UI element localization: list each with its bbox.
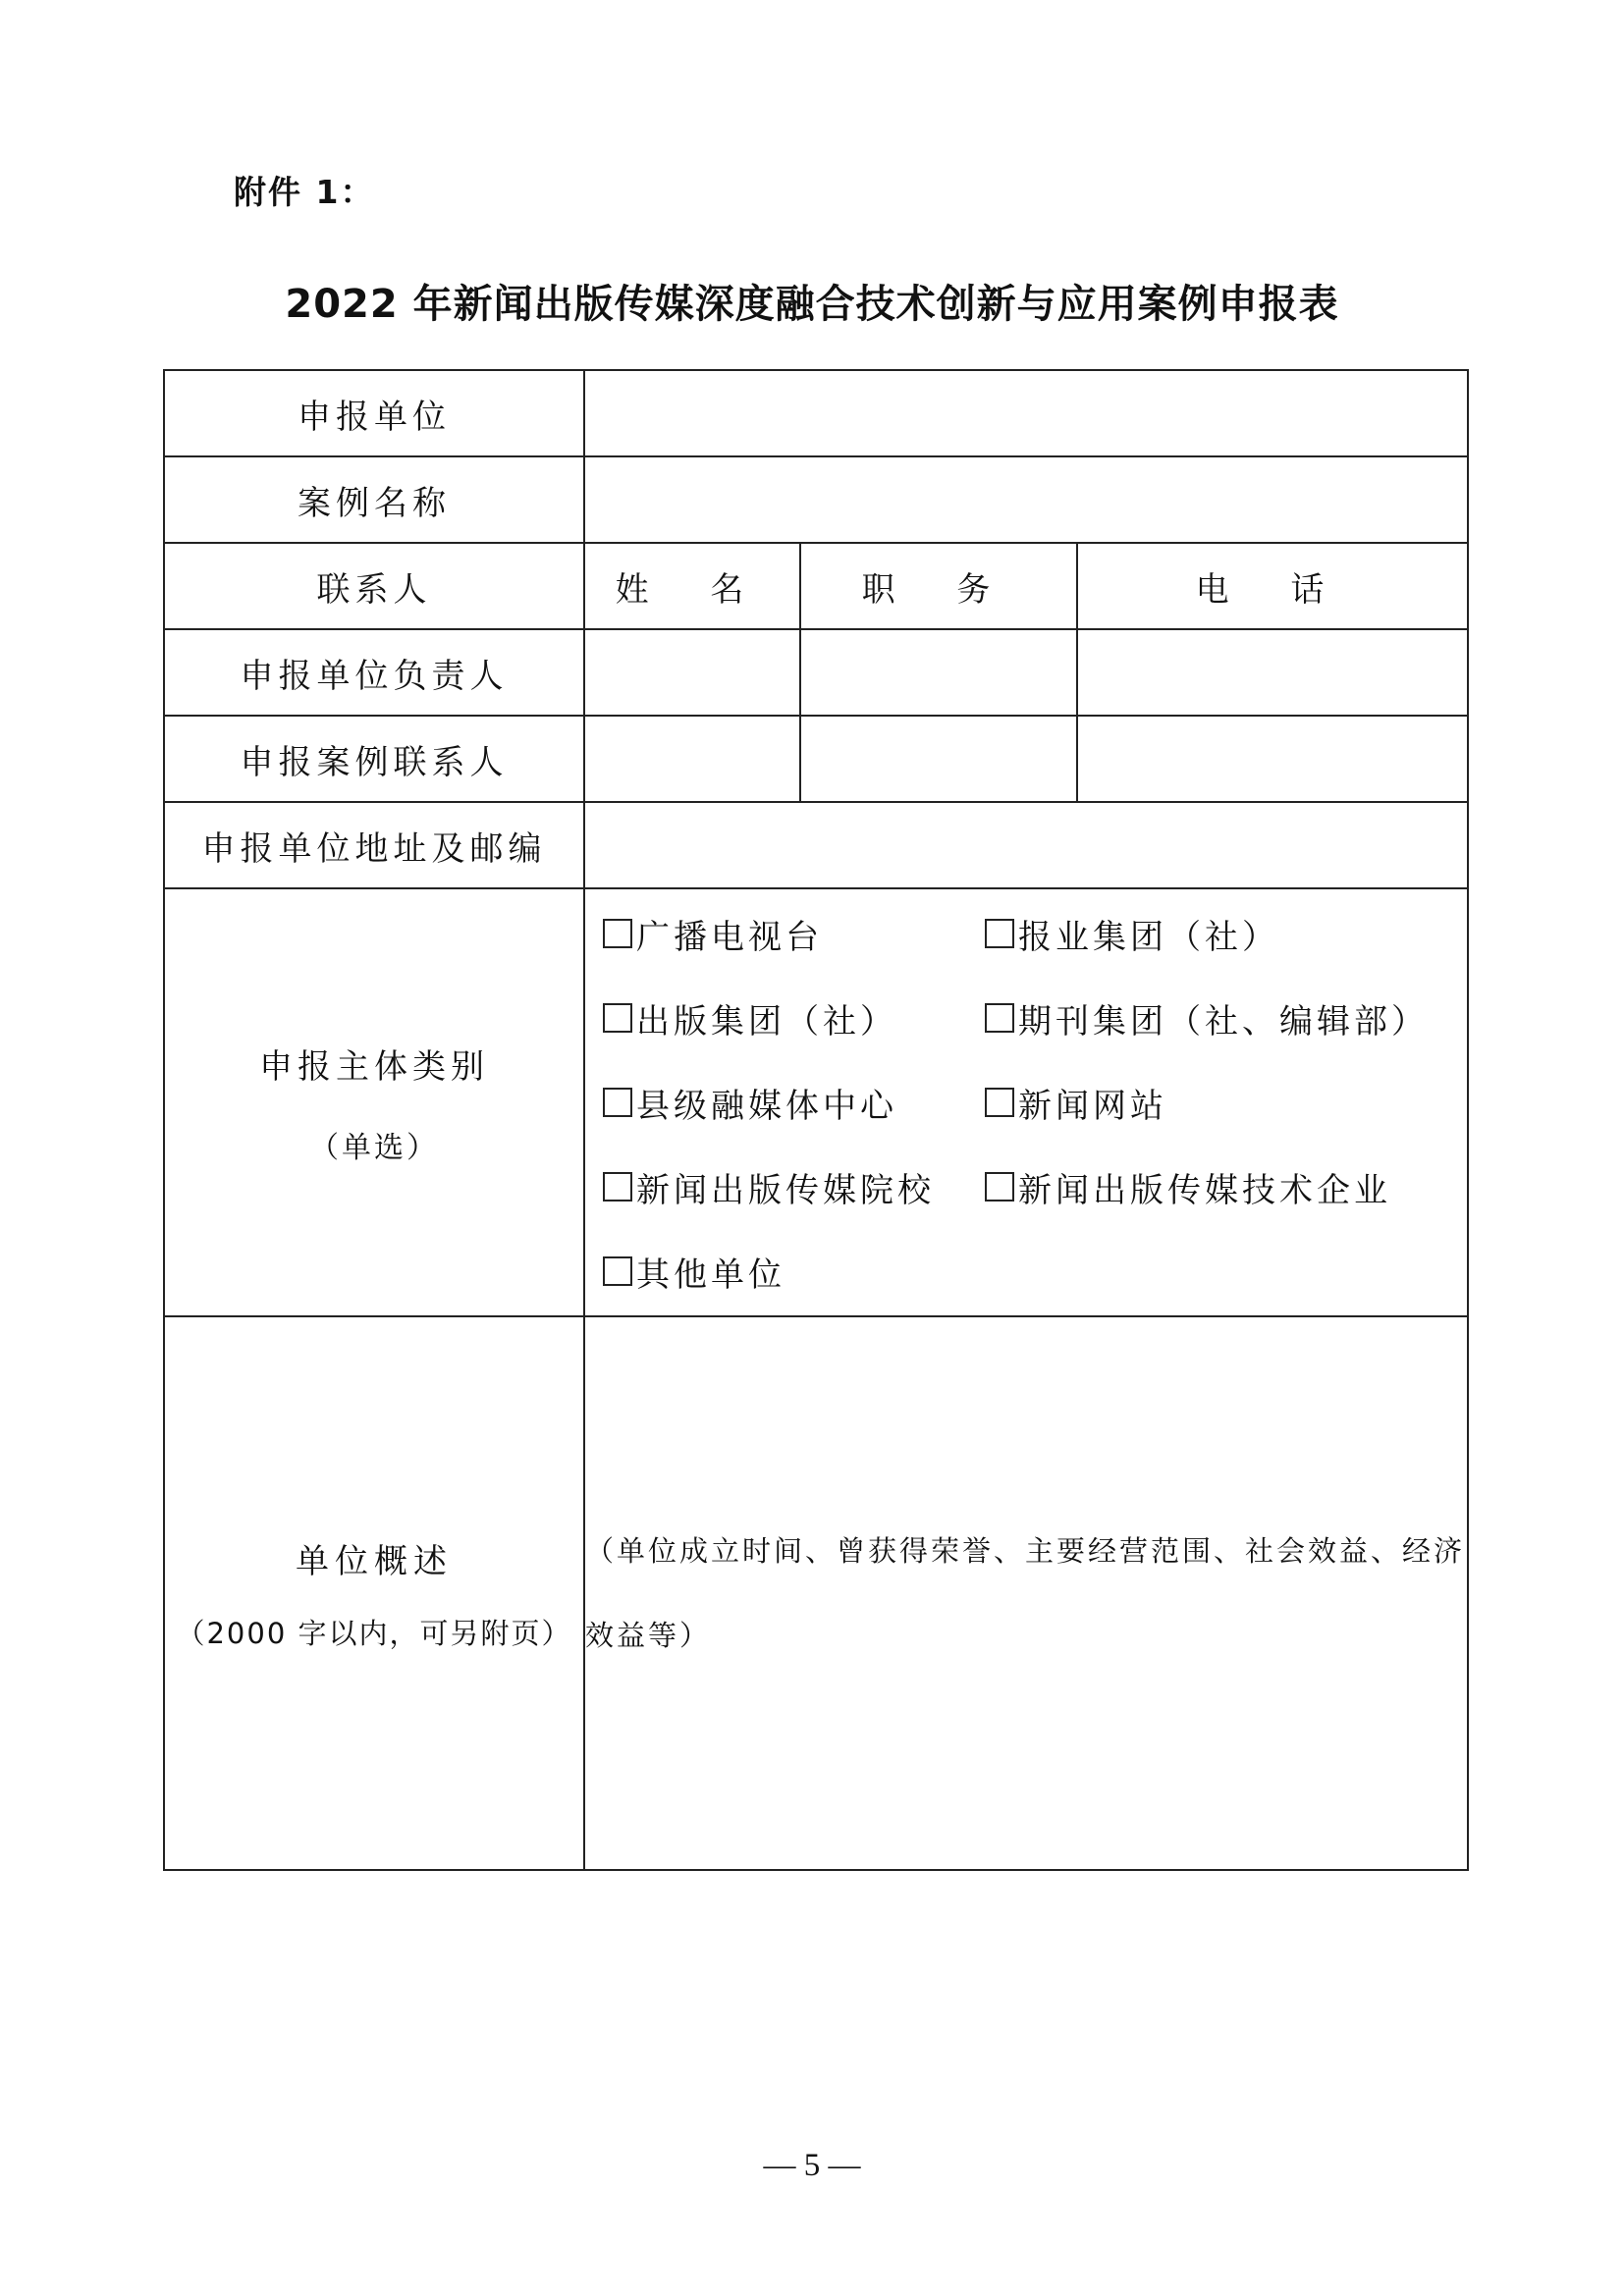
option-news-website[interactable]: 新闻网站 [985, 1068, 1467, 1137]
label-overview: 单位概述 [296, 1542, 453, 1581]
page-number: — 5 — [763, 2148, 861, 2183]
label-unit-head: 申报单位负责人 [164, 629, 584, 716]
overview-label-cell [164, 1316, 584, 1870]
field-unit-head-name[interactable] [584, 629, 800, 716]
header-position: 职 务 [800, 543, 1077, 629]
row-case-contact [164, 716, 1468, 802]
field-unit[interactable] [584, 370, 1468, 456]
row-case-name [164, 456, 1468, 543]
label-case-contact: 申报案例联系人 [164, 716, 584, 802]
category-options-cell [584, 888, 1468, 1316]
option-county-media-center[interactable]: 县级融媒体中心 [603, 1068, 985, 1137]
option-newspaper-group[interactable]: 报业集团（社） [985, 899, 1467, 968]
row-contact-header [164, 543, 1468, 629]
option-periodical-group[interactable]: 期刊集团（社、编辑部） [985, 984, 1467, 1052]
field-address[interactable] [584, 802, 1468, 888]
field-case-contact-name[interactable] [584, 716, 800, 802]
option-other-unit[interactable]: 其他单位 [603, 1237, 985, 1306]
checkbox-icon[interactable] [603, 1088, 632, 1117]
form-title: 2022 年新闻出版传媒深度融合技术创新与应用案例申报表 [285, 282, 1339, 327]
label-overview-note: （2000 字以内，可另附页） [176, 1617, 572, 1650]
checkbox-icon[interactable] [985, 1003, 1014, 1033]
checkbox-icon[interactable] [603, 1003, 632, 1033]
row-unit-head [164, 629, 1468, 716]
overview-hint-text: （单位成立时间、曾获得荣誉、主要经营范围、社会效益、经济效益等） [585, 1534, 1466, 1652]
label-contact: 联系人 [164, 543, 584, 629]
category-options [585, 889, 1467, 1315]
field-case-contact-phone[interactable] [1077, 716, 1468, 802]
checkbox-icon[interactable] [985, 1088, 1014, 1117]
header-name: 姓 名 [584, 543, 800, 629]
field-case-name[interactable] [584, 456, 1468, 543]
label-unit: 申报单位 [164, 370, 584, 456]
label-category: 申报主体类别 [259, 1046, 489, 1087]
field-overview[interactable] [584, 1316, 1468, 1870]
checkbox-icon[interactable] [985, 919, 1014, 948]
option-media-college[interactable]: 新闻出版传媒院校 [603, 1152, 985, 1221]
field-unit-head-position[interactable] [800, 629, 1077, 716]
checkbox-icon[interactable] [603, 1172, 632, 1201]
option-broadcast-tv[interactable]: 广播电视台 [603, 899, 985, 968]
row-category [164, 888, 1468, 1316]
label-address: 申报单位地址及邮编 [164, 802, 584, 888]
application-form-table [163, 369, 1469, 1871]
label-category-note: （单选） [309, 1130, 439, 1165]
field-case-contact-position[interactable] [800, 716, 1077, 802]
header-phone: 电 话 [1077, 543, 1468, 629]
checkbox-icon[interactable] [603, 919, 632, 948]
row-unit [164, 370, 1468, 456]
checkbox-icon[interactable] [603, 1256, 632, 1286]
label-case-name: 案例名称 [164, 456, 584, 543]
checkbox-icon[interactable] [985, 1172, 1014, 1201]
category-label-cell [164, 888, 584, 1316]
option-publishing-group[interactable]: 出版集团（社） [603, 984, 985, 1052]
field-unit-head-phone[interactable] [1077, 629, 1468, 716]
row-overview [164, 1316, 1468, 1870]
option-media-tech-company[interactable]: 新闻出版传媒技术企业 [985, 1152, 1467, 1221]
attachment-label: 附件 1： [234, 173, 375, 211]
row-address [164, 802, 1468, 888]
